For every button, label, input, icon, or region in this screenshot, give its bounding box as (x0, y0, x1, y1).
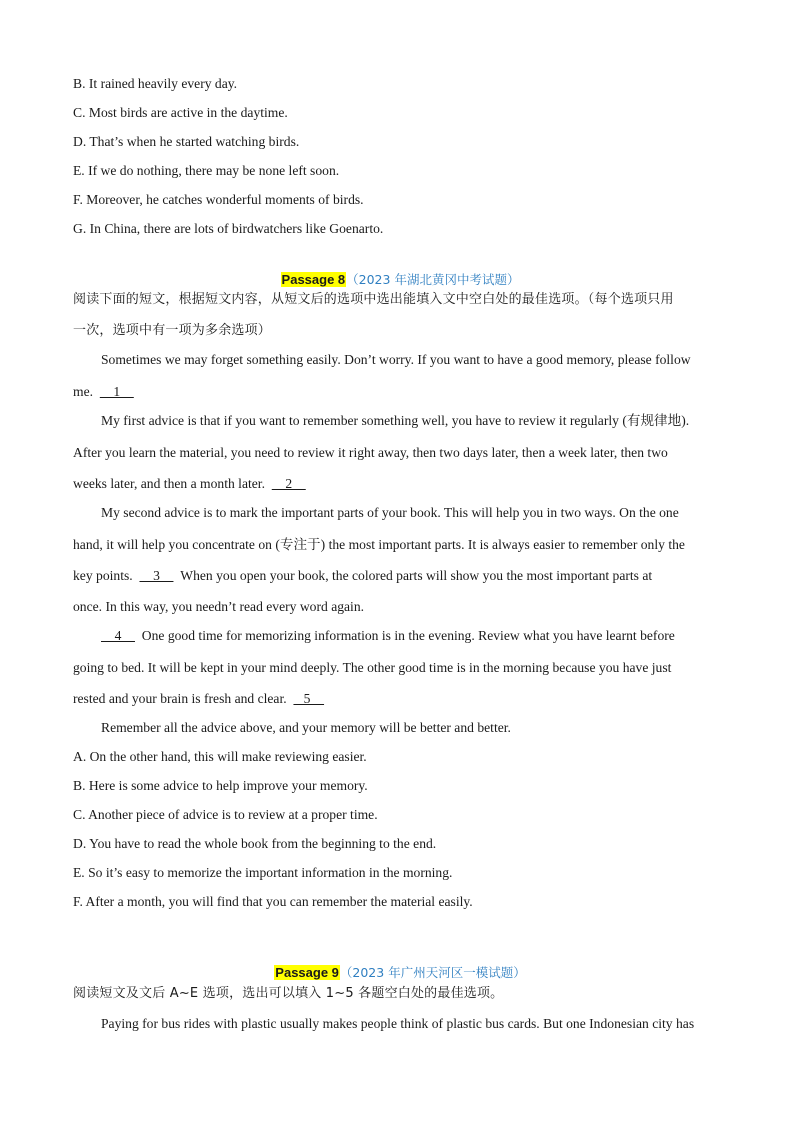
option-line: E. If we do nothing, there may be none left soon. (73, 163, 340, 178)
text-run: weeks later, and then a month later. (73, 476, 265, 491)
answer-blank-3: 3 (139, 568, 174, 583)
option-line: B. It rained heavily every day. (73, 76, 238, 91)
passage-heading (0, 963, 800, 983)
instruction-text: 阅读短文及文后 A~E 选项，选出可以填入 1~5 各题空白处的最佳选项。 (73, 986, 504, 1001)
option-line: F. Moreover, he catches wonderful moments of birds. (73, 192, 364, 207)
option-line: D. You have to read the whole book from the beginning to the end. (73, 836, 437, 851)
answer-blank-5: 5 (293, 691, 325, 706)
paragraph-line (73, 566, 730, 586)
option-line: B. Here is some advice to help improve your memory. (73, 778, 368, 793)
option-line: D. That’s when he started watching birds. (73, 134, 300, 149)
passage-title: Passage 8 (281, 272, 346, 287)
paragraph-line: going to bed. It will be kept in your mind deeply. The other good time is in the morning because you have just (73, 660, 672, 675)
text-run: key points. (73, 568, 133, 583)
option-line: C. Another piece of advice is to review at a proper time. (73, 807, 378, 822)
paragraph-line: Sometimes we may forget something easily. Don’t worry. If you want to have a good memory, please follow (101, 352, 691, 367)
paragraph-line: Remember all the advice above, and your memory will be better and better. (101, 720, 511, 735)
paragraph-line: once. In this way, you needn’t read every word again. (73, 599, 365, 614)
instruction-text: 阅读下面的短文，根据短文内容，从短文后的选项中选出能填入文中空白处的最佳选项。（每个选项只用 (73, 292, 674, 307)
option-line: A. On the other hand, this will make reviewing easier. (73, 749, 367, 764)
option-line: F. After a month, you will find that you can remember the material easily. (73, 894, 473, 909)
paragraph-line: hand, it will help you concentrate on (专注于) the most important parts. It is always easier to remember only the (73, 537, 685, 552)
passage-source: （2023 年湖北黄冈中考试题） (346, 272, 520, 287)
paragraph-line: After you learn the material, you need to review it right away, then two days later, then a week later, then two (73, 445, 668, 460)
text-run: rested and your brain is fresh and clear. (73, 691, 287, 706)
passage-title: Passage 9 (275, 965, 339, 980)
option-line: E. So it’s easy to memorize the important information in the morning. (73, 865, 453, 880)
answer-blank-1: 1 (99, 384, 134, 399)
paragraph-line (73, 689, 730, 709)
paragraph-line: My second advice is to mark the important parts of your book. This will help you in two ways. On the one (101, 505, 679, 520)
paragraph-line (73, 474, 730, 494)
text-run: One good time for memorizing information is in the evening. Review what you have learnt before (141, 628, 675, 643)
paragraph-line: My first advice is that if you want to remember something well, you have to review it regularly (有规律地). (101, 413, 690, 428)
text-run: When you open your book, the colored parts will show you the most important parts at (180, 568, 653, 583)
paragraph-line (73, 382, 730, 402)
passage-source: （2023 年广州天河区一模试题） (339, 965, 526, 980)
answer-blank-2: 2 (271, 476, 306, 491)
option-line: C. Most birds are active in the daytime. (73, 105, 288, 120)
text-run: me. (73, 384, 94, 399)
answer-blank-4: 4 (101, 628, 135, 643)
option-line: G. In China, there are lots of birdwatchers like Goenarto. (73, 221, 384, 236)
paragraph-line (101, 626, 730, 646)
instruction-text: 一次，选项中有一项为多余选项） (73, 323, 272, 338)
passage-heading (0, 270, 800, 290)
paragraph-line: Paying for bus rides with plastic usually makes people think of plastic bus cards. But one Indonesian city has (101, 1016, 695, 1031)
